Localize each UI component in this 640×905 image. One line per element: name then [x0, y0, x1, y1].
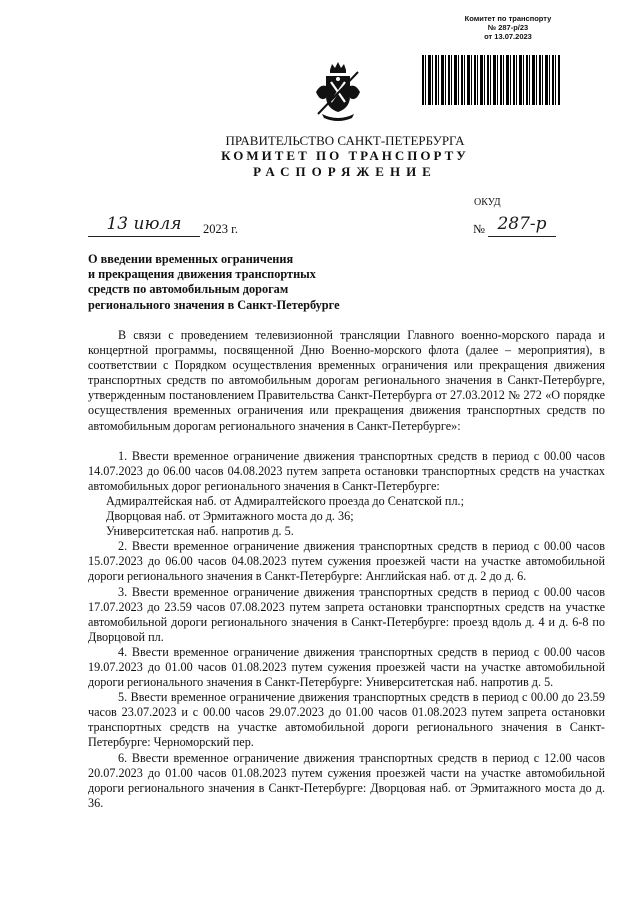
document-title — [88, 252, 388, 313]
item-1-street-c: Университетская наб. напротив д. 5. — [106, 524, 294, 539]
barcode — [422, 55, 560, 105]
preamble-paragraph: В связи с проведением телевизионной трансляции Главного военно-морского парада и концертной программы, посвященной Дню Военно-морского флота (далее – мероприятия), в соответствии с Порядком осуществления временных ограничения или прекращения движения транспортных средств по автомобильным дорогам регионального значения в Санкт-Петербурге, утвержденным постановлением Правительства Санкт-Петербурга от 27.03.2012 № 272 «О порядке осуществления временных ограничения или прекращения движения транспортных средств по автомобильным дорогам регионального значения в Санкт-Петербурге»: — [88, 328, 605, 433]
title-line: О введении временных ограничения — [88, 252, 294, 266]
item-1-street-a: Адмиралтейская наб. от Адмиралтейского проезда до Сенатской пл.; — [106, 493, 464, 508]
government-name: ПРАВИТЕЛЬСТВО САНКТ-ПЕТЕРБУРГА — [225, 133, 465, 148]
item-1-paragraph: 1. Ввести временное ограничение движения транспортных средств в период с 00.00 часов 14.07.2023 до 06.00 часов 04.08.2023 путем запрета остановки транспортных средств на участках автомобильных дорог регионального значения в Санкт-Петербурге: — [88, 448, 605, 493]
number-sign: № — [473, 222, 485, 236]
title-line: регионального значения в Санкт-Петербурге — [88, 297, 340, 312]
item-6-paragraph: 6. Ввести временное ограничение движения транспортных средств в период с 12.00 часов 20.07.2023 до 01.00 часов 01.08.2023 путем сужения проезжей части на участке автомобильной дороги регионального значения в Санкт-Петербурге: Дворцовая наб. от Эрмитажного моста до д. 36. — [88, 750, 605, 810]
item-2-paragraph: 2. Ввести временное ограничение движения транспортных средств в период с 00.00 часов 15.07.2023 до 06.00 часов 04.08.2023 путем сужения проезжей части на участке автомобильной дороги регионального значения в Санкт-Петербурге: Английская наб. от д. 2 до д. 6. — [88, 539, 605, 584]
committee-name: КОМИТЕТ ПО ТРАНСПОРТУ — [221, 148, 469, 163]
title-line: и прекращения движения транспортных — [88, 267, 316, 282]
handwritten-number: 287-р — [488, 214, 556, 237]
title-line: средств по автомобильным дорогам — [88, 282, 289, 297]
handwritten-date: 13 июля — [88, 214, 200, 237]
item-1-street-b: Дворцовая наб. от Эрмитажного моста до д. 36; — [106, 509, 354, 524]
stamp-line-2: № 287-р/23 — [487, 23, 529, 32]
date-year: 2023 г. — [203, 222, 238, 236]
item-3-paragraph: 3. Ввести временное ограничение движения транспортных средств в период с 00.00 часов 17.07.2023 до 23.59 часов 07.08.2023 путем запрета остановки транспортных средств на участке автомобильной дороги регионального значения в Санкт-Петербурге: проезд вдоль д. 4 и д. 6-8 по Дворцовой пл. — [88, 584, 605, 644]
item-4-paragraph: 4. Ввести временное ограничение движения транспортных средств в период с 00.00 часов 19.07.2023 до 01.00 часов 01.08.2023 путем сужения проезжей части на участке автомобильной дороги регионального значения в Санкт-Петербурге: Университетская наб. напротив д. 5. — [88, 644, 605, 690]
paragraph-gap — [88, 434, 605, 449]
coat-of-arms-icon — [312, 62, 364, 122]
document-body — [88, 328, 605, 811]
stamp-line-3: от 13.07.2023 — [484, 32, 532, 41]
registration-stamp — [448, 14, 568, 41]
stamp-line-1: Комитет по транспорту — [464, 14, 552, 23]
item-5-paragraph: 5. Ввести временное ограничение движения транспортных средств в период с 00.00 до 23.59 часов 23.07.2023 и с 00.00 часов 29.07.2023 до 01.00 часов 01.08.2023 путем запрета остановки транспортных средств на участке автомобильной дороги регионального значения в Санкт-Петербурге: Черноморский пер. — [88, 690, 605, 750]
okud-label: ОКУД — [474, 197, 501, 208]
document-type: РАСПОРЯЖЕНИЕ — [253, 164, 437, 179]
